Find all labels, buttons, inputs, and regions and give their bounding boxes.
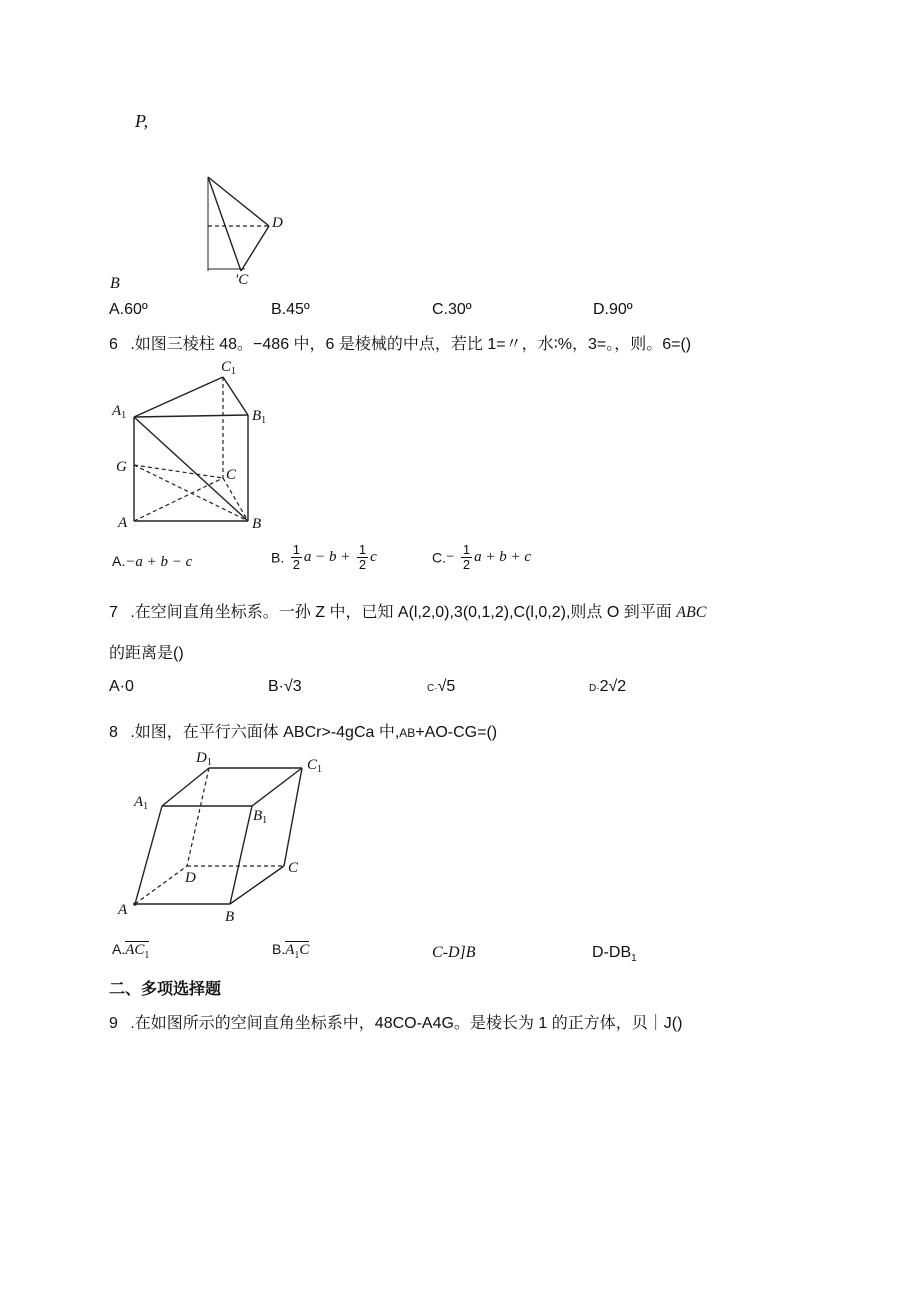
q8-label-d: D [185, 870, 196, 886]
q8-label-a: A [118, 902, 128, 918]
q6-label-g: G [116, 459, 127, 475]
q8-stem: 8 .如图，在平行六面体 ABCr>-4gCa 中,AB+AO-CG=() [109, 724, 498, 741]
q6-label-a1: $A_1$ [112, 403, 127, 421]
q5-fig-label-p: P, [135, 111, 149, 131]
q7-text: .在空间直角坐标系。一孙 Z 中，已知 A(l,2,0),3(0,1,2),C(l,0,2),则点 O 到平面 [130, 604, 672, 621]
q8-option-b[interactable]: $B.A_1C$ [272, 941, 309, 964]
q8-label-d1: $D_1$ [196, 750, 212, 768]
q6-option-b[interactable]: B. $\frac{1}{2}$ a − b + $\frac{1}{2}$ c [271, 542, 377, 572]
q8-text: .如图，在平行六面体 ABCr>-4gCa 中, [130, 724, 400, 741]
q6-prism-figure [110, 355, 280, 535]
q8-option-a[interactable]: $A.AC_1$ [112, 941, 149, 964]
q7-option-d[interactable]: D·2√2 [589, 678, 627, 695]
q9-number: 9 [109, 1015, 118, 1032]
q5-tetrahedron-figure [105, 165, 305, 290]
q8-label-c1: $C_1$ [307, 757, 323, 775]
q5-label-d: D [272, 215, 283, 231]
q6-label-a: A [118, 515, 128, 531]
q8-label-b: B [225, 909, 235, 925]
q7-stem [109, 599, 706, 622]
q8-option-d[interactable]: $D-DB_1$ [592, 944, 637, 965]
q7-option-a[interactable]: A·0 [109, 678, 134, 695]
q7-stem-line2: 的距离是() [109, 645, 184, 662]
q5-option-a[interactable]: A.60º [109, 301, 148, 318]
q8-label-c: C [288, 860, 299, 876]
q6-text: .如图三棱柱 48。−486 中，6 是棱械的中点，若比 1=〃，水∶%，3=。，则。6=() [130, 336, 692, 353]
q7-number: 7 [109, 604, 118, 621]
q5-option-d[interactable]: D.90º [593, 301, 633, 318]
q7-text-abc: ABC [676, 604, 707, 621]
q9-stem [109, 1010, 682, 1033]
q8-option-c[interactable]: C-D]B [432, 944, 476, 961]
q6-stem [109, 331, 691, 354]
q8-parallelepiped-figure [112, 742, 342, 927]
q6-number: 6 [109, 336, 118, 353]
q5-option-c[interactable]: C.30º [432, 301, 472, 318]
q5-fig-label-b: B [110, 275, 120, 292]
q6-option-c[interactable]: C.− $\frac{1}{2}$ a + b + c [432, 542, 532, 572]
q9-text: .在如图所示的空间直角坐标系中，48CO-A4G。是棱长为 1 的正方体，贝｜J() [130, 1015, 683, 1032]
q8-label-a1: $A_1$ [134, 794, 149, 812]
section-title-multiple-choice: 二、多项选择题 [109, 981, 222, 998]
q7-option-c[interactable]: C·√5 [427, 678, 456, 695]
q6-label-b: B [252, 516, 262, 532]
q6-label-c1: $C_1$ [221, 359, 237, 377]
q6-label-c: C [226, 467, 237, 483]
q6-label-b1: $B_1$ [252, 408, 267, 426]
q5-label-c: 'C [235, 272, 249, 288]
q8-label-b1: $B_1$ [253, 808, 268, 826]
q7-option-b[interactable]: B·√3 [268, 678, 302, 695]
q6-option-a[interactable]: A.−a + b − c [112, 553, 193, 570]
q8-number: 8 [109, 724, 118, 741]
q5-option-b[interactable]: B.45º [271, 301, 310, 318]
